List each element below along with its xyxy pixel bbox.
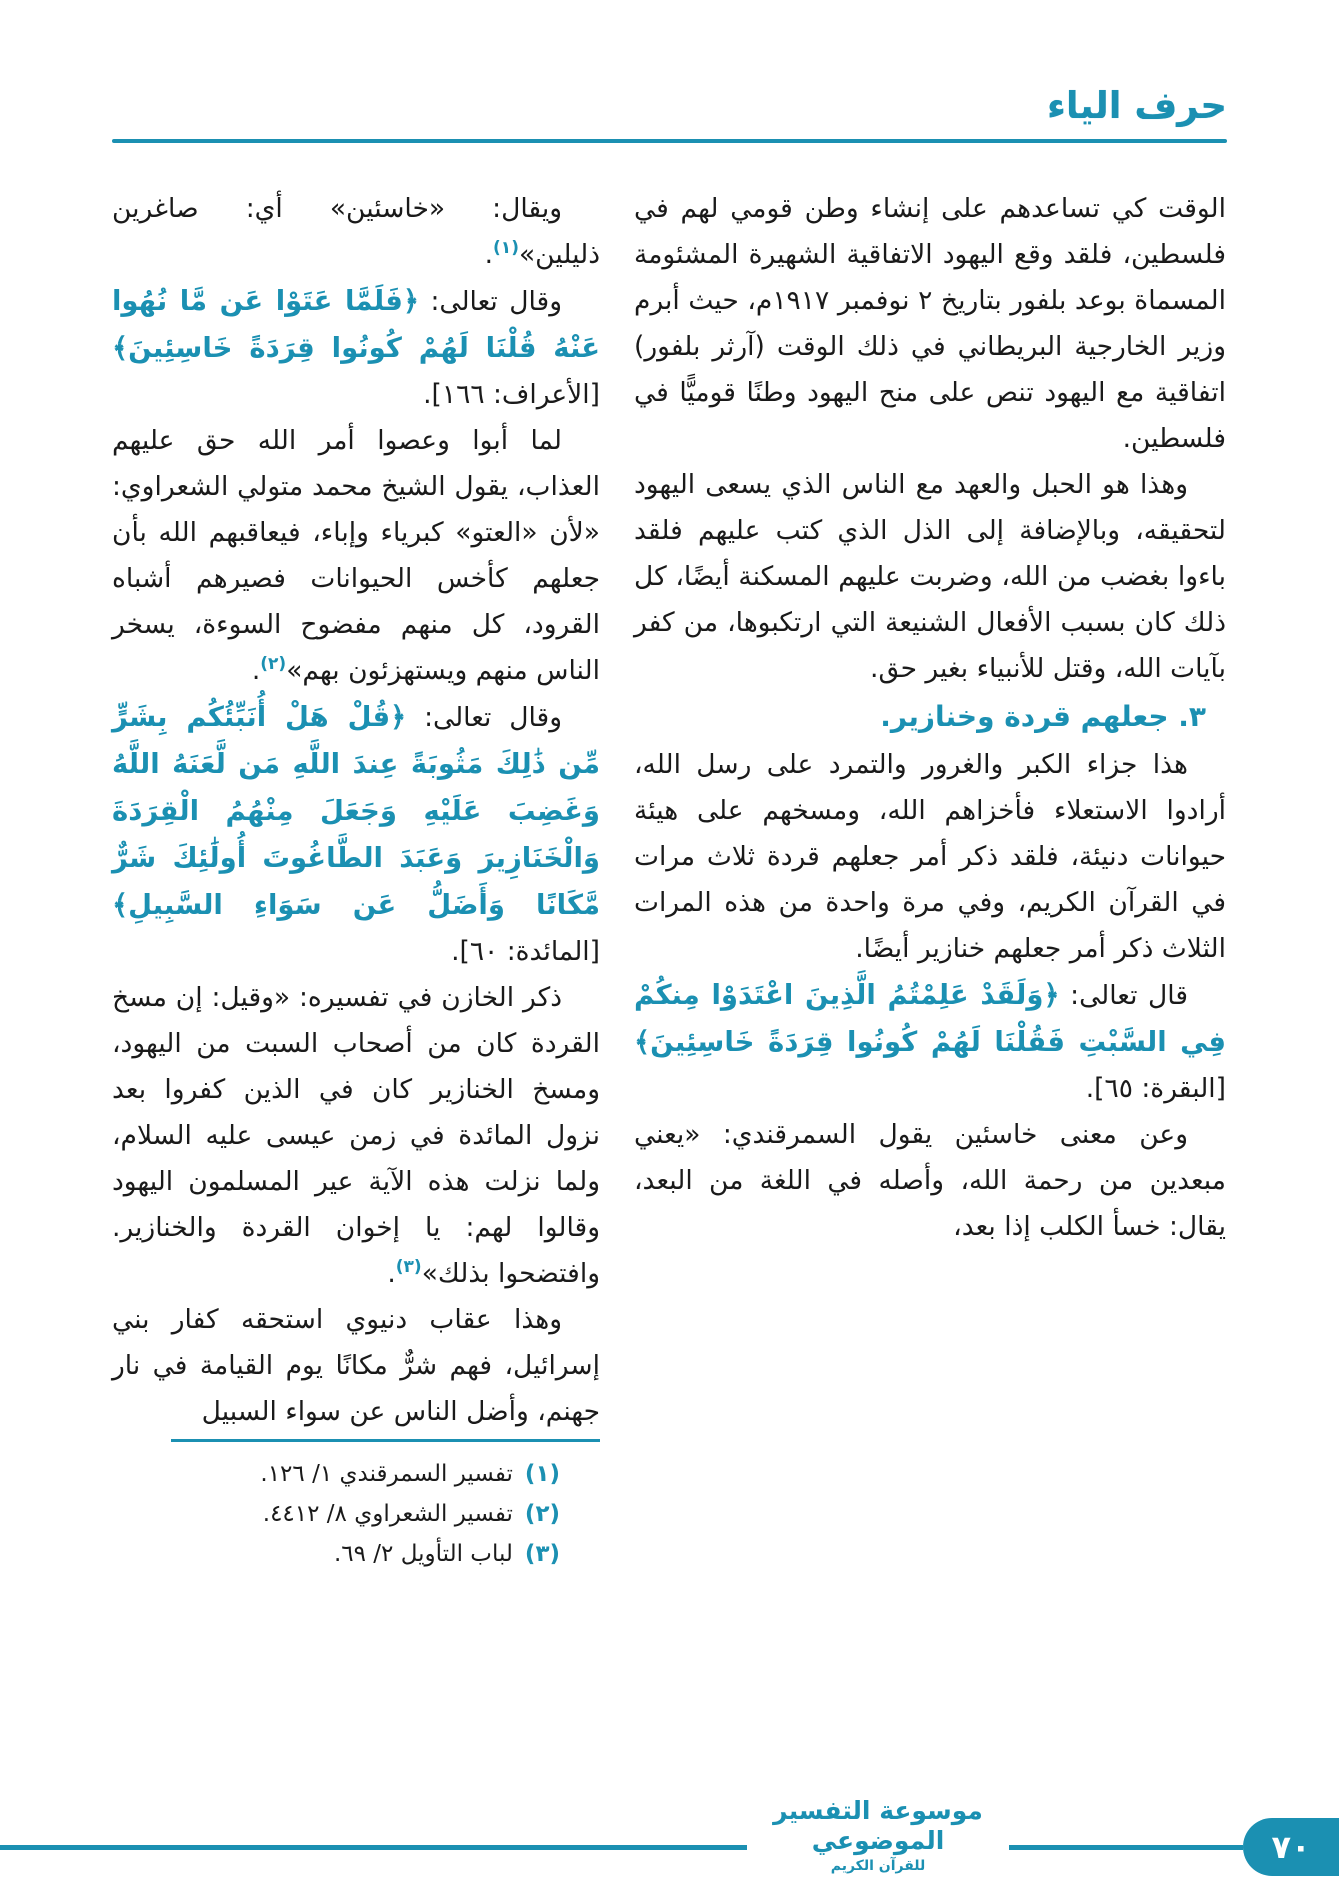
footnote-text: لباب التأويل ٢/ ٦٩. [333,1541,513,1567]
paragraph [112,975,600,1297]
body-text: وعن معنى خاسئين يقول السمرقندي: «يعني مبعدين من رحمة الله، وأصله في اللغة من البعد، يقال: خسأ الكلب إذا بعد، [634,1119,1226,1242]
chapter-title: حرف الياء [1046,84,1227,127]
footnote-item [171,1534,600,1574]
paragraph [634,186,1226,462]
body-text: ويقال: «خاسئين» أي: صاغرين ذليلين» [112,193,600,270]
body-text: . [387,1258,396,1289]
footer-rule [0,1845,1243,1850]
body-text: هذا جزاء الكبر والغرور والتمرد على رسل الله، أرادوا الاستعلاء فأخزاهم الله، ومسخهم على هيئة حيوانات دنيئة، فلقد ذكر أمر جعلهم قردة ثلاث مرات في القرآن الكريم، وفي مرة واحدة من هذه المرات الثلاث ذكر أمر جعلهم خنازير أيضًا. [634,749,1226,964]
paragraph [112,278,600,418]
paragraph [112,418,600,694]
logo-title: موسوعة التفسير الموضوعي [773,1796,983,1855]
page-number-badge [1243,1818,1339,1876]
page-number: ٧٠ [1271,1828,1311,1866]
body-text: ذكر الخازن في تفسيره: «وقيل: إن مسخ القردة كان من أصحاب السبت من اليهود، ومسخ الخنازير كان في الذين كفروا بعد نزول المائدة في زمن عيسى عليه السلام، ولما نزلت هذه الآية عير المسلمون اليهود وقالوا لهم: يا إخوان القردة والخنازير. وافتضحوا بذلك» [112,982,600,1289]
column-left [112,186,600,1574]
body-text: وهذا هو الحبل والعهد مع الناس الذي يسعى اليهود لتحقيقه، وبالإضافة إلى الذل الذي كتب عليهم فلقد باءوا بغضب من الله، وضربت عليهم المسكنة أيضًا، كل ذلك كان بسبب الأفعال الشنيعة التي ارتكبوها، من كفر بآيات الله، وقتل للأنبياء بغير حق. [634,469,1226,684]
body-text: الوقت كي تساعدهم على إنشاء وطن قومي لهم في فلسطين، فلقد وقع اليهود الاتفاقية الشهيرة المشئومة المسماة بوعد بلفور بتاريخ ٢ نوفمبر ١٩١٧م، حيث أبرم وزير الخارجية البريطاني في ذلك الوقت (آرثر بلفور) اتفاقية مع اليهود تنص على منح اليهود وطنًا قوميًّا في فلسطين. [634,193,1226,454]
footnote-item [171,1454,600,1494]
body-text: وقال تعالى: [419,286,562,317]
body-text: وهذا عقاب دنيوي استحقه كفار بني إسرائيل، فهم شرٌّ مكانًا يوم القيامة في نار جهنم، وأضل الناس عن سواء السبيل [112,1304,600,1427]
footnote-number: (٣) [524,1541,560,1567]
paragraph [634,972,1226,1112]
footnote-item [171,1494,600,1534]
paragraph [634,1112,1226,1250]
paragraph [634,462,1226,692]
two-column-body [112,186,1226,1574]
logo-subtitle: للقرآن الكريم [830,1858,926,1874]
body-text: لما أبوا وعصوا أمر الله حق عليهم العذاب، يقول الشيخ محمد متولي الشعراوي: «لأن «العتو» كبرياء وإباء، فيعاقبهم الله بأن جعلهم كأخس الحيوانات فصيرهم أشباه القرود، كل منهم مفضوح السوءة، يسخر الناس منهم ويستهزئون بهم» [112,425,600,686]
footnote-number: (٢) [524,1501,560,1527]
verse-reference: [الأعراف: ١٦٦]. [423,379,600,410]
paragraph [112,694,600,975]
body-text: قال تعالى: [1059,980,1189,1011]
body-text: . [251,655,261,686]
footnotes [171,1439,600,1574]
footnote-text: تفسير الشعراوي ٨/ ٤٤١٢. [262,1501,513,1527]
verse-reference: [المائدة: ٦٠]. [451,936,600,967]
body-text: . [484,239,494,270]
header-rule [112,139,1227,143]
quran-verse: ﴿وَلَقَدْ عَلِمْتُمُ الَّذِينَ اعْتَدَوْا مِنكُمْ فِي السَّبْتِ فَقُلْنَا لَهُمْ كُونُوا قِرَدَةً خَاسِئِينَ﴾ [634,979,1226,1058]
footnote-number: (١) [524,1461,560,1487]
verse-reference: [البقرة: ٦٥]. [1085,1073,1226,1104]
footnote-text: تفسير السمرقندي ١/ ١٢٦. [260,1461,513,1487]
footnote-marker: (٣) [395,1257,422,1278]
page-header [112,86,1227,143]
footnote-marker: (١) [493,238,519,259]
body-text: وقال تعالى: [406,702,562,733]
quran-verse: ﴿فَلَمَّا عَتَوْا عَن مَّا نُهُوا عَنْهُ قُلْنَا لَهُمْ كُونُوا قِرَدَةً خَاسِئِينَ﴾ [112,285,600,364]
paragraph [112,186,600,278]
publisher-logo [747,1794,1009,1878]
quran-verse: ﴿قُلْ هَلْ أُنَبِّئُكُم بِشَرٍّ مِّن ذَٰلِكَ مَثُوبَةً عِندَ اللَّهِ مَن لَّعَنَهُ اللَّهُ وَغَضِبَ عَلَيْهِ وَجَعَلَ مِنْهُمُ الْقِرَدَةَ وَالْخَنَازِيرَ وَعَبَدَ الطَّاغُوتَ أُولَٰئِكَ شَرٌّ مَّكَانًا وَأَضَلُّ عَن سَوَاءِ السَّبِيلِ﴾ [112,701,600,921]
section-heading: ٣. جعلهم قردة وخنازير. [880,700,1206,733]
column-right [634,186,1226,1250]
paragraph [634,742,1226,972]
footnote-marker: (٢) [260,654,287,675]
paragraph [112,1297,600,1435]
